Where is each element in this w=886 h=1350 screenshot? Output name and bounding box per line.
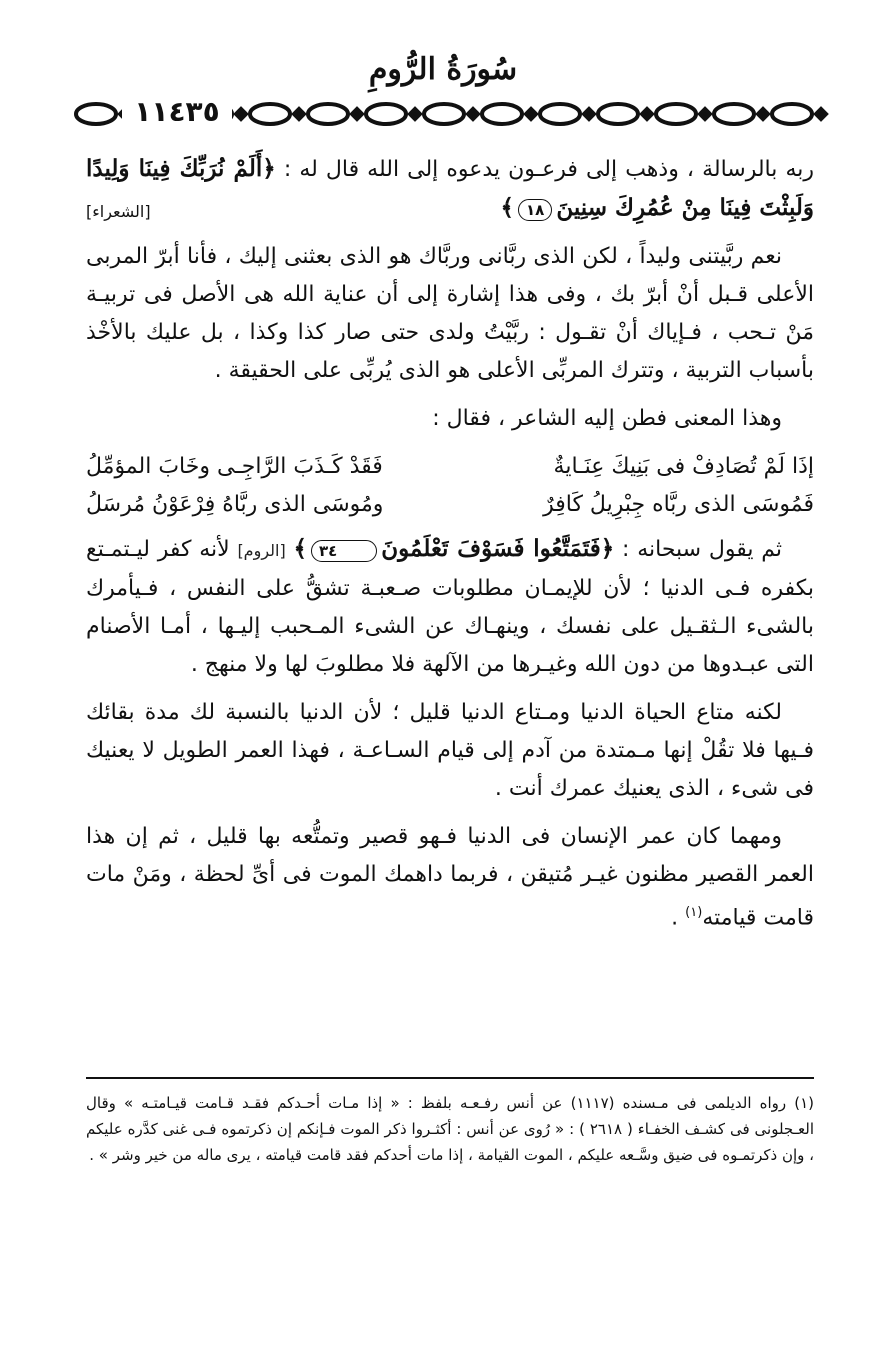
hemistich-left: ومُوسَى الذى ربَّاهُ فِرْعَوْنُ مُرسَلُ — [86, 492, 384, 517]
chain-link-diamond — [816, 109, 826, 119]
chain-link-diamond — [758, 109, 768, 119]
poem — [86, 448, 814, 524]
ayah-number: ١٨ — [518, 199, 552, 221]
footnote-marker: (١) — [685, 905, 703, 920]
chain-link-diamond — [294, 109, 304, 119]
chain-link-oval — [76, 104, 116, 124]
hemistich-right: فَمُوسَى الذى ربَّاه جِبْرِيلُ كَافِرٌ — [543, 492, 814, 517]
chain-link-oval — [250, 104, 290, 124]
chain-link-oval — [656, 104, 696, 124]
paragraph-6: ومهما كان عمر الإنسان فى الدنيا فـهو قصير وتمتُّعه بها قليل ، ثم إن هذا العمر القصير مظنون غيـر مُتيقن ، فربما داهمك الموت فى أىِّ لحظة ، ومَنْ مات قامت قيامته$^{(١)}$ . — [86, 824, 814, 931]
chain-link-oval — [540, 104, 580, 124]
chain-link-oval — [772, 104, 812, 124]
paragraph-3: وهذا المعنى فطن إليه الشاعر ، فقال : — [432, 406, 782, 431]
ayah-number: ٣٤ — [311, 540, 377, 562]
chain-link-oval — [424, 104, 464, 124]
paragraph-4: ثم يقول سبحانه : ﴿فَتَمَتَّعُوا فَسَوْفَ تَعْلَمُونَ٣٤﴾ [الروم] لأنه كفر ليـتمـتع بكفره فـى الدنيا ؛ لأن للإيمـان مطلوبات صـعبـة تشقُّ على النفس ، فـيأمرك بالشىء الـثقـيل على نفسك ، وينهـاك عن الشىء المـحبب إليـها ، أمـا الأصنام التى عبـدوها من دون الله وغيـرها من الآلهة فلا مطلوبَ لها ولا منهج . — [86, 535, 814, 677]
page-number: ١١٤٣٥ — [122, 95, 232, 129]
chain-link-diamond — [642, 109, 652, 119]
surah-title: سُورَةُ الرُّومِ — [368, 52, 518, 87]
footnote-1: (١) رواه الديلمى فى مـسنده (١١١٧) عن أنس رفـعـه بلفظ : « إذا مـات أحـدكم فقـد قـامت قيـامتـه » وقال العـجلونى فى كشـف الخفـاء ( ٢٦١٨ ) : « رُوى عن أنس : أكثـروا ذكر الموت فـإنكم إن ذكرتموه فـى غنى كدَّره عليكم ، وإن ذكرتمـوه فى ضيق وسَّـعه عليكم ، الموت القيامة ، إذا مات أحدكم فقد قامت قيامته ، يرى ماله من خير وشر » . — [86, 1094, 814, 1164]
poem-verse-1 — [86, 448, 814, 486]
poem-verse-2 — [86, 486, 814, 524]
main-text — [86, 150, 814, 947]
chain-link-oval — [598, 104, 638, 124]
chain-link-diamond — [352, 109, 362, 119]
footnotes — [86, 1090, 814, 1168]
paragraph-5: لكنه متاع الحياة الدنيا ومـتاع الدنيا قليل ؛ لأن الدنيا بالنسبة لك مدة بقائك فـيها فلا تقُلْ إنها مـمتدة من آدم إلى قيام السـاعـة ، فهذا العمر الطويل لا يعنيك فى شىء ، الذى يعنيك عمرك أنت . — [86, 700, 814, 801]
chain-link-oval — [366, 104, 406, 124]
paragraph-1: ربه بالرسالة ، وذهب إلى فرعـون يدعوه إلى الله قال له : ﴿أَلَمْ نُرَبِّكَ فِينَا وَلِيدًا وَلَبِثْتَ فِينَا مِنْ عُمُرِكَ سِنِينَ١٨﴾ [الشعراء] — [86, 150, 814, 228]
chain-link-diamond — [468, 109, 478, 119]
chain-link-diamond — [236, 109, 246, 119]
quran-verse: ﴿فَتَمَتَّعُوا فَسَوْفَ تَعْلَمُونَ — [381, 535, 615, 562]
chain-link-diamond — [526, 109, 536, 119]
chain-link-oval — [714, 104, 754, 124]
hemistich-left: فَقَدْ كَـذَبَ الرَّاجِـى وخَابَ المؤمِّلُ — [86, 454, 383, 479]
chain-link-diamond — [584, 109, 594, 119]
footnote-divider — [86, 1077, 814, 1079]
chain-link-oval — [308, 104, 348, 124]
quran-verse: ﴿أَلَمْ نُرَبِّكَ فِينَا وَلِيدًا وَلَبِثْتَ فِينَا مِنْ عُمُرِكَ سِنِينَ — [86, 155, 814, 221]
hemistich-right: إذَا لَمْ تُصَادِفْ فى بَنِيكَ عِنَـايةٌ — [553, 454, 814, 479]
surah-reference: [الشعراء] — [86, 202, 151, 221]
surah-reference: [الروم] — [237, 541, 286, 560]
paragraph-2: نعم ربَّيتنى وليداً ، لكن الذى ربَّانى وربَّاك هو الذى بعثنى إليك ، فأنا أبرّ المربى الأعلى قـبل أنْ أبرّ بك ، وفى هذا إشارة إلى أن عناية الله هى الأصل فى تربيـة مَنْ تـحب ، فـإياك أنْ تقـول : ربَّيْتُ ولدى حتى صار كذا وكذا ، بل عليك بالأخْذ بأسباب التربية ، وتترك المربِّى الأعلى هو الذى يُربِّى على الحقيقة . — [86, 244, 814, 383]
chain-link-diamond — [700, 109, 710, 119]
chain-link-oval — [482, 104, 522, 124]
chain-link-diamond — [410, 109, 420, 119]
